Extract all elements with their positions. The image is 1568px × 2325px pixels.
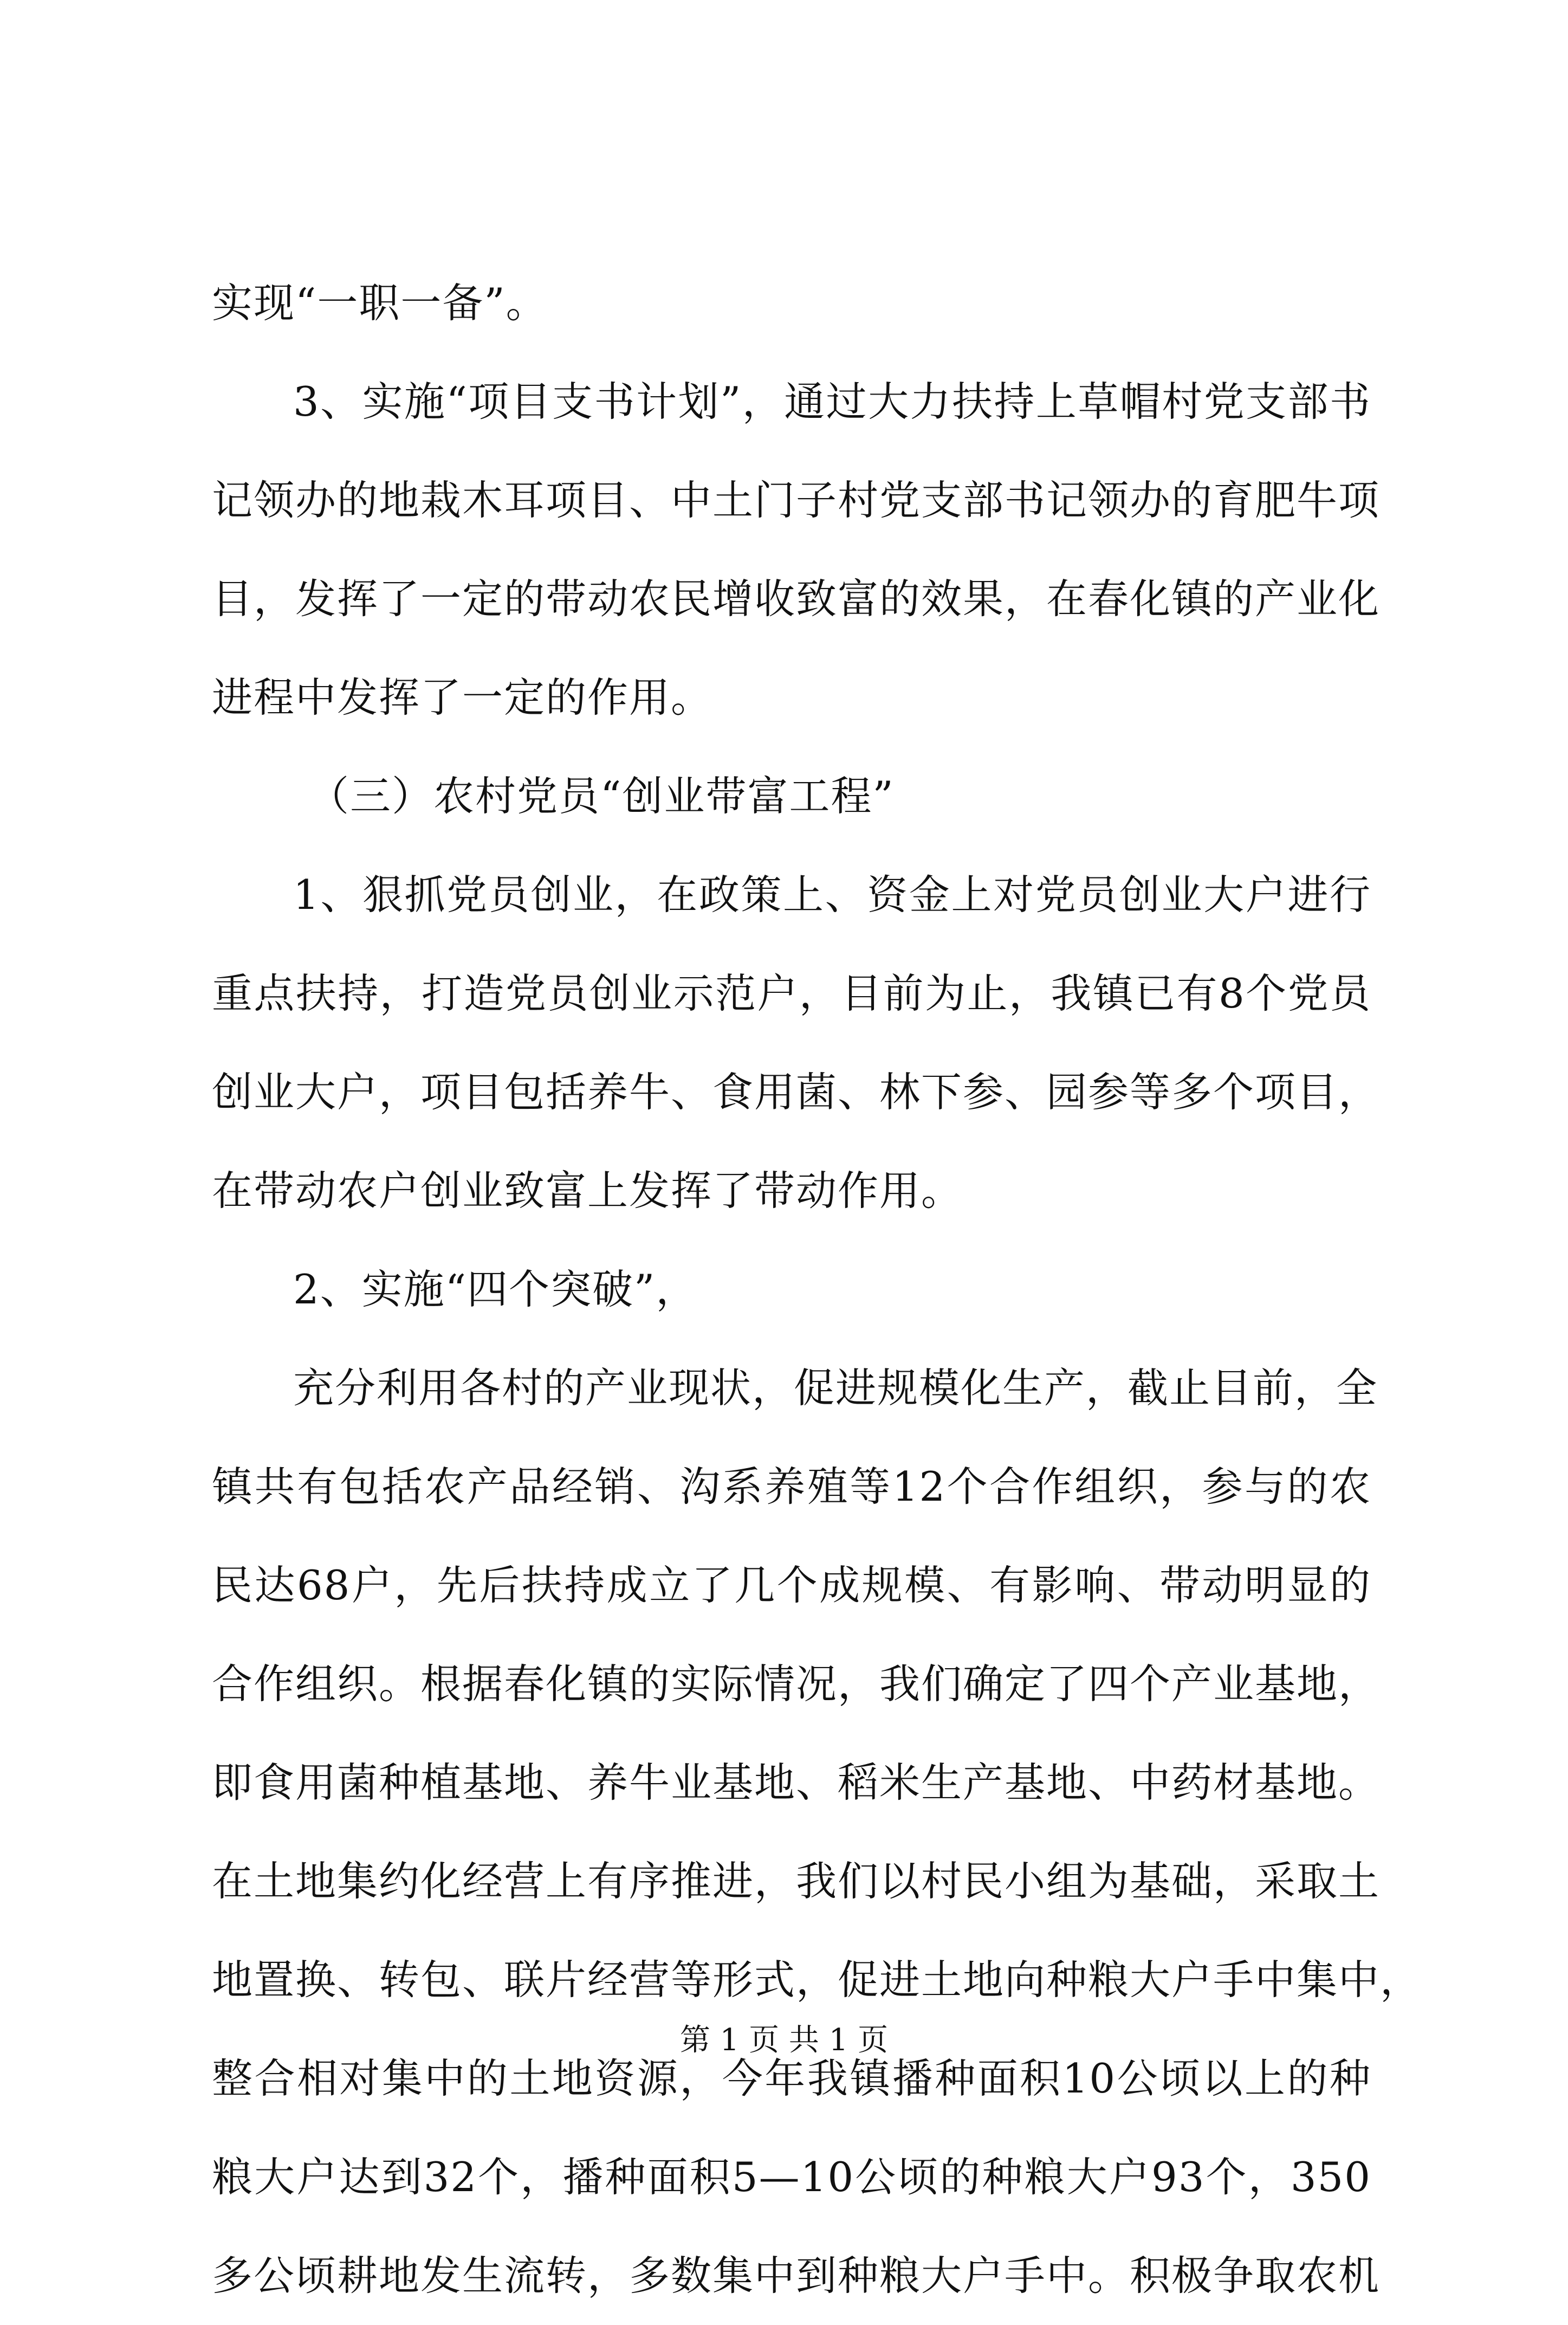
text-line: 创业大户，项目包括养牛、食用菌、林下参、园参等多个项目， (212, 1068, 1381, 1116)
text-line: 充分利用各村的产业现状，促进规模化生产，截止目前，全 (293, 1364, 1378, 1412)
text-line: 重点扶持，打造党员创业示范户，目前为止，我镇已有8个党员 (212, 970, 1371, 1017)
text-line: 实现“一职一备”。 (212, 279, 548, 327)
text-line: 民达68户，先后扶持成立了几个成规模、有影响、带动明显的 (212, 1561, 1371, 1609)
text-line: 进程中发挥了一定的作用。 (212, 674, 713, 721)
text-line: 在带动农户创业致富上发挥了带动作用。 (212, 1167, 963, 1215)
body-text (212, 254, 1422, 2325)
text-line: 1、狠抓党员创业，在政策上、资金上对党员创业大户进行 (293, 871, 1371, 919)
text-line: 地置换、转包、联片经营等形式，促进土地向种粮大户手中集中， (212, 1956, 1422, 2004)
text-line: 整合相对集中的土地资源，今年我镇播种面积10公顷以上的种 (212, 2055, 1371, 2102)
page-footer: 第 1 页 共 1 页 (679, 2023, 889, 2058)
section-heading: （三）农村党员“创业带富工程” (308, 772, 895, 820)
text-line: 粮大户达到32个，播种面积5—10公顷的种粮大户93个，350 (212, 2153, 1371, 2201)
text-line: 合作组织。根据春化镇的实际情况，我们确定了四个产业基地， (212, 1660, 1381, 1708)
text-line: 即食用菌种植基地、养牛业基地、稻米生产基地、中药材基地。 (212, 1759, 1381, 1806)
text-line: 2、实施“四个突破”， (293, 1265, 698, 1313)
text-line: 在土地集约化经营上有序推进，我们以村民小组为基础，采取土 (212, 1857, 1381, 1905)
text-line: 记领办的地栽木耳项目、中土门子村党支部书记领办的育肥牛项 (212, 476, 1381, 524)
text-line: 3、实施“项目支书计划”，通过大力扶持上草帽村党支部书 (293, 378, 1371, 425)
text-line: 多公顷耕地发生流转，多数集中到种粮大户手中。积极争取农机 (212, 2252, 1381, 2300)
text-line: 目，发挥了一定的带动农民增收致富的效果，在春化镇的产业化 (212, 575, 1381, 623)
text-line: 镇共有包括农产品经销、沟系养殖等12个合作组织，参与的农 (212, 1463, 1371, 1510)
